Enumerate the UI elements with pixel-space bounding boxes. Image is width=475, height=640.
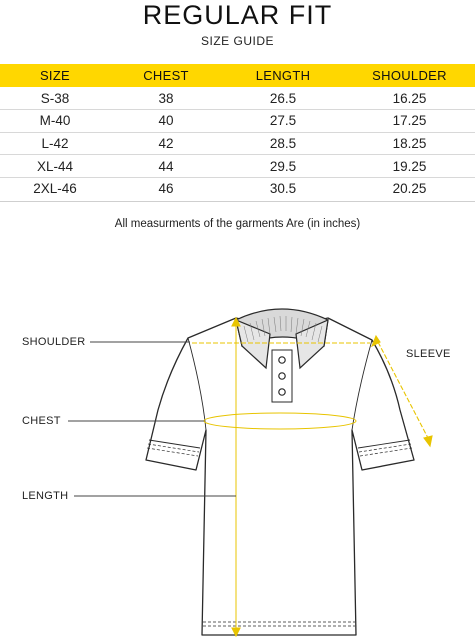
page-title: REGULAR FIT xyxy=(142,0,333,30)
label-length: LENGTH xyxy=(22,490,69,502)
cell-size: S-38 xyxy=(0,87,110,110)
label-chest: CHEST xyxy=(22,415,61,427)
cell-chest: 38 xyxy=(110,87,222,110)
page-subtitle: SIZE GUIDE xyxy=(200,34,274,48)
left-cuff-stitch xyxy=(148,444,199,452)
button-2 xyxy=(279,373,285,379)
button-1 xyxy=(279,357,285,363)
button-3 xyxy=(279,389,285,395)
cell-shoulder: 16.25 xyxy=(344,87,475,110)
table-row xyxy=(0,87,475,110)
cell-size: M-40 xyxy=(0,110,110,133)
cell-length: 26.5 xyxy=(222,87,344,110)
column-header-shoulder: SHOULDER xyxy=(344,64,475,87)
table-row xyxy=(0,132,475,155)
table-divider xyxy=(0,201,475,202)
cell-size: XL-44 xyxy=(0,155,110,178)
column-header-length: LENGTH xyxy=(222,64,344,87)
table-row xyxy=(0,155,475,178)
size-table xyxy=(0,64,475,200)
cell-length: 29.5 xyxy=(222,155,344,178)
table-row xyxy=(0,110,475,133)
cell-shoulder: 20.25 xyxy=(392,181,427,197)
cell-chest: 42 xyxy=(110,132,222,155)
cell-chest: 40 xyxy=(110,110,222,133)
cell-shoulder: 18.25 xyxy=(344,132,475,155)
label-shoulder: SHOULDER xyxy=(22,336,86,348)
left-shoulder-seam xyxy=(188,338,206,430)
column-header-size: SIZE xyxy=(0,64,110,87)
cell-chest: 44 xyxy=(110,155,222,178)
right-cuff-stitch-2 xyxy=(360,448,412,456)
collar xyxy=(236,309,328,402)
sleeve-arrow-bottom xyxy=(424,436,432,446)
cell-length: 27.5 xyxy=(222,110,344,133)
cell-size: L-42 xyxy=(0,132,110,155)
table-row xyxy=(0,177,475,200)
cell-length: 28.5 xyxy=(222,132,344,155)
right-shoulder-seam xyxy=(352,340,372,430)
label-sleeve: SLEEVE xyxy=(406,348,451,360)
measurement-note: All measurments of the garments Are (in inches) xyxy=(114,218,361,230)
right-cuff xyxy=(358,440,410,448)
measure-guides xyxy=(192,318,432,636)
label-leaders xyxy=(68,342,236,496)
cell-shoulder: 19.25 xyxy=(344,155,475,178)
column-header-chest: CHEST xyxy=(110,64,222,87)
cell-size: 2XL-46 xyxy=(33,181,77,197)
cell-length: 30.5 xyxy=(269,181,297,197)
cell-chest: 46 xyxy=(158,181,174,197)
table-header-row xyxy=(0,64,475,87)
left-cuff-stitch-2 xyxy=(147,448,198,456)
right-cuff-stitch xyxy=(359,444,411,452)
shirt-diagram xyxy=(0,270,475,640)
cell-shoulder: 17.25 xyxy=(344,110,475,133)
left-cuff xyxy=(149,440,200,448)
chest-measure-ellipse xyxy=(204,413,356,429)
